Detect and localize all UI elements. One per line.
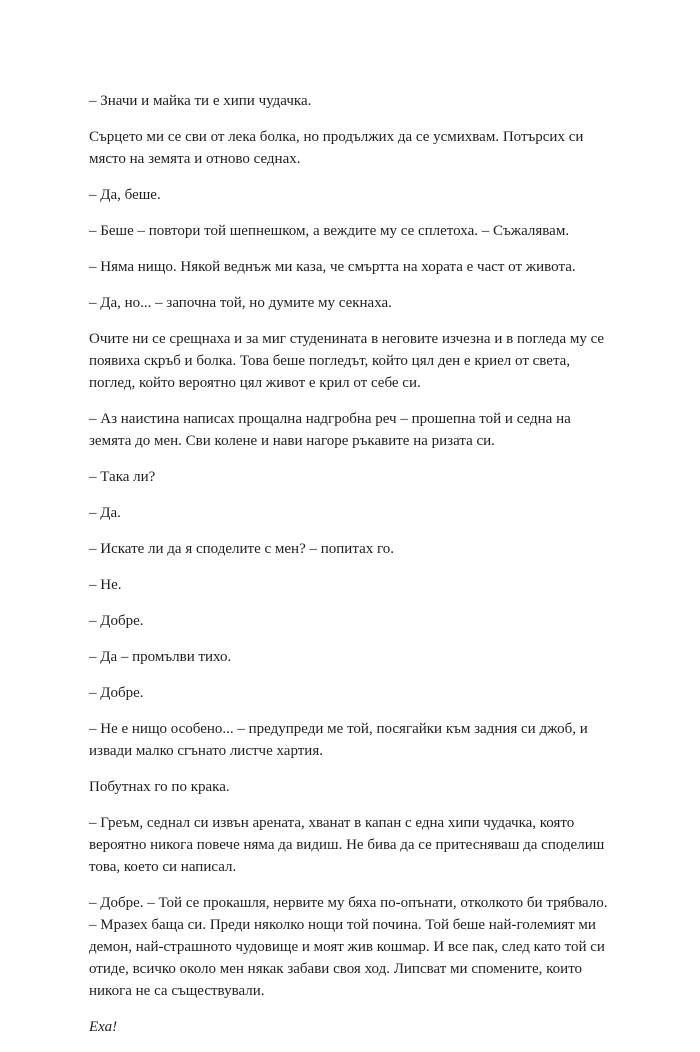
paragraph-11: – Искате ли да я споделите с мен? – попитах го. — [89, 541, 395, 557]
paragraph-7: Очите ни се срещнаха и за миг студенината в неговите изчезна и в погледа му се появиха скръб и болка. Това беше погледът, който цял ден е криел от света, поглед, който вероятно цял живот е крил от себе си. — [89, 331, 605, 391]
paragraph-19: – Добре. – Той се прокашля, нервите му бяха по-опънати, отколкото би трябвало. – Мразех баща си. Преди няколко нощи той почина. Той беше най-големият ми демон, най-страшното чудовище и моят жив кошмар. И все пак, след като той си отиде, всичко около мен някак забави своя ход. Липсват ми спомените, които никога не са съществували. — [89, 895, 608, 999]
paragraph-17: Побутнах го по крака. — [89, 779, 230, 795]
paragraph-14: – Да – промълви тихо. — [89, 649, 232, 665]
paragraph-8: – Аз наистина написах прощална надгробна реч – прошепна той и седна на земята до мен. Сви колене и нави нагоре ръкавите на ризата си. — [89, 411, 571, 449]
paragraph-20: Еха! — [89, 1019, 118, 1035]
paragraph-5: – Няма нищо. Някой веднъж ми каза, че смъртта на хората е част от живота. — [89, 259, 576, 275]
paragraph-15: – Добре. — [89, 685, 144, 701]
paragraph-4: – Беше – повтори той шепнешком, а веждите му се сплетоха. – Съжалявам. — [89, 223, 570, 239]
paragraph-16: – Не е нищо особено... – предупреди ме той, посягайки към задния си джоб, и извади малко сгънато листче хартия. — [89, 721, 588, 759]
paragraph-6: – Да, но... – започна той, но думите му секнаха. — [89, 295, 392, 311]
paragraph-3: – Да, беше. — [89, 187, 161, 203]
paragraph-13: – Добре. — [89, 613, 144, 629]
paragraph-1: – Значи и майка ти е хипи чудачка. — [89, 93, 312, 109]
paragraph-2: Сърцето ми се сви от лека болка, но продължих да се усмихвам. Потърсих си място на земята и отново седнах. — [89, 129, 584, 167]
page-text-body — [89, 90, 609, 1052]
paragraph-18: – Греъм, седнал си извън арената, хванат в капан с една хипи чудачка, която вероятно никога повече няма да видиш. Не бива да се притесняваш да споделиш това, което си написал. — [89, 815, 605, 875]
paragraph-12: – Не. — [89, 577, 122, 593]
paragraph-10: – Да. — [89, 505, 121, 521]
paragraph-9: – Така ли? — [89, 469, 156, 485]
